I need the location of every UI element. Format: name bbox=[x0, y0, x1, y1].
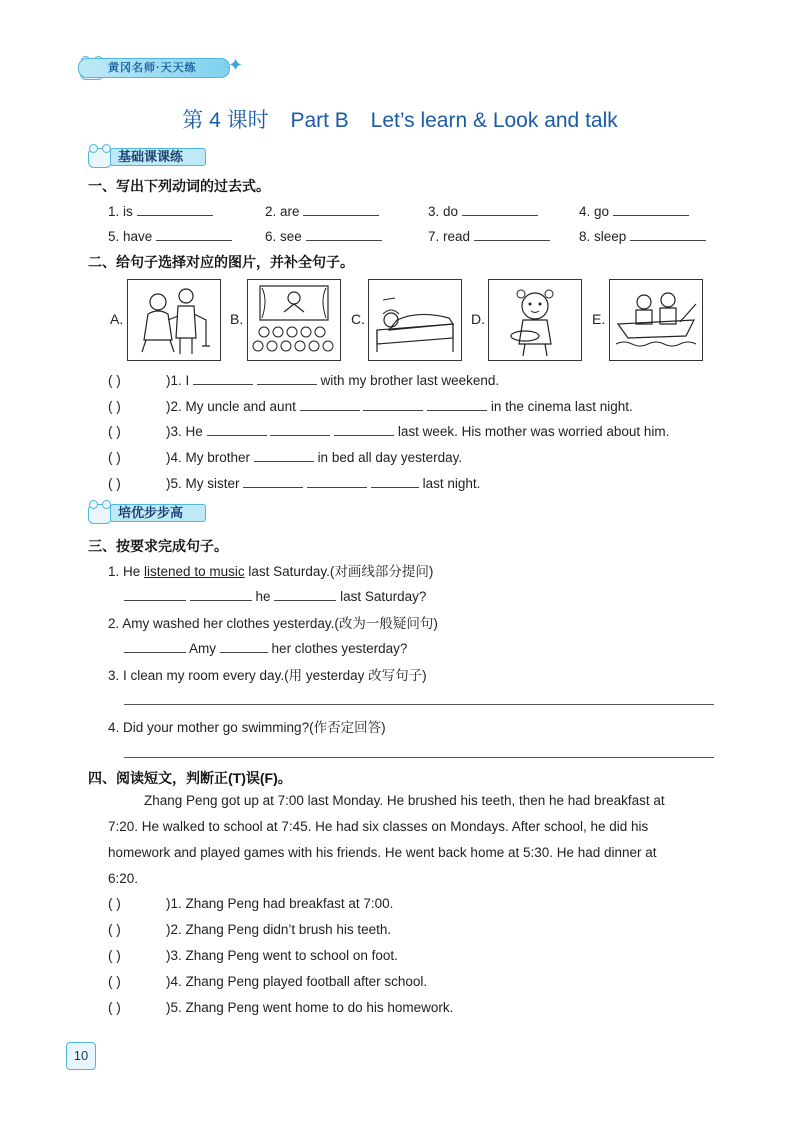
picture-label: A. bbox=[110, 311, 124, 327]
lesson-topic: Let’s learn & Look and talk bbox=[370, 109, 618, 132]
verb-item: 4. go bbox=[579, 201, 689, 219]
lesson-part: Part B bbox=[290, 109, 349, 132]
fill-sentence: ( ) )4. My brother in bed all day yesterday. bbox=[108, 447, 462, 465]
answer-blank[interactable] bbox=[274, 586, 336, 601]
doctor-visit-illustration bbox=[128, 280, 220, 360]
tf-statement: ( ) )3. Zhang Peng went to school on foot. bbox=[108, 948, 398, 963]
fill-sentence: ( ) )2. My uncle and aunt in the cinema last night. bbox=[108, 396, 633, 414]
rewrite-q1: 1. He listened to music last Saturday.(对画线部分提问) bbox=[108, 564, 434, 579]
badge-advanced-label: 培优步步高 bbox=[118, 505, 184, 520]
answer-paren[interactable]: ( ) bbox=[108, 922, 121, 937]
picture-label: D. bbox=[471, 311, 485, 327]
bear-mascot-icon bbox=[88, 504, 112, 524]
fill-sentence: ( ) )5. My sister last night. bbox=[108, 473, 480, 491]
answer-blank[interactable] bbox=[156, 226, 232, 241]
bear-mascot-icon bbox=[88, 148, 112, 168]
picture-label: E. bbox=[592, 311, 606, 327]
answer-blank[interactable] bbox=[124, 638, 186, 653]
answer-line[interactable] bbox=[124, 757, 714, 758]
picture-c-sick-in-bed bbox=[368, 279, 462, 361]
picture-label: B. bbox=[230, 311, 244, 327]
cinema-illustration bbox=[248, 280, 340, 360]
answer-blank[interactable] bbox=[306, 226, 382, 241]
answer-paren[interactable]: ( ) bbox=[108, 974, 121, 989]
section4-heading: 四、阅读短文，判断正(T)误(F)。 bbox=[88, 770, 292, 786]
answer-blank[interactable] bbox=[474, 226, 550, 241]
lesson-number: 第 4 课时 bbox=[182, 109, 269, 132]
verb-item: 1. is bbox=[108, 201, 213, 219]
verb-item: 8. sleep bbox=[579, 226, 706, 244]
passage-line: 6:20. bbox=[108, 871, 139, 886]
badge-basic bbox=[88, 144, 218, 166]
picture-e-boating bbox=[609, 279, 703, 361]
answer-blank[interactable] bbox=[303, 201, 379, 216]
answer-blank[interactable] bbox=[190, 586, 252, 601]
answer-blank[interactable] bbox=[613, 201, 689, 216]
underlined-phrase: listened to music bbox=[144, 564, 245, 579]
reading-passage bbox=[108, 788, 718, 892]
fill-sentence: ( ) )3. He last week. His mother was worried about him. bbox=[108, 421, 669, 439]
lesson-title bbox=[0, 104, 800, 134]
verb-item: 2. are bbox=[265, 201, 379, 219]
rewrite-q2: 2. Amy washed her clothes yesterday.(改为一般疑问句) bbox=[108, 616, 438, 631]
tf-statement: ( ) )5. Zhang Peng went home to do his homework. bbox=[108, 1000, 454, 1015]
verb-item: 3. do bbox=[428, 201, 538, 219]
answer-blank[interactable] bbox=[193, 370, 253, 385]
page-number: 10 bbox=[66, 1042, 96, 1070]
tf-statement: ( ) )4. Zhang Peng played football after school. bbox=[108, 974, 428, 989]
rewrite-q4: 4. Did your mother go swimming?(作否定回答) bbox=[108, 720, 386, 735]
brand-text: 黄冈名师·天天练 bbox=[108, 62, 197, 74]
answer-blank[interactable] bbox=[307, 473, 367, 488]
rewrite-q2-answer: Amy her clothes yesterday? bbox=[124, 638, 407, 656]
answer-blank[interactable] bbox=[137, 201, 213, 216]
answer-blank[interactable] bbox=[363, 396, 423, 411]
girl-eating-illustration bbox=[489, 280, 581, 360]
answer-blank[interactable] bbox=[207, 421, 267, 436]
passage-line: Zhang Peng got up at 7:00 last Monday. He brushed his teeth, then he had breakfast at bbox=[144, 793, 665, 808]
tf-statement: ( ) )1. Zhang Peng had breakfast at 7:00. bbox=[108, 896, 394, 911]
boating-illustration bbox=[610, 280, 702, 360]
picture-a-doctor bbox=[127, 279, 221, 361]
picture-label: C. bbox=[351, 311, 365, 327]
answer-blank[interactable] bbox=[462, 201, 538, 216]
section2-heading: 二、给句子选择对应的图片，并补全句子。 bbox=[88, 254, 354, 270]
badge-basic-label: 基础课课练 bbox=[118, 149, 184, 164]
answer-blank[interactable] bbox=[630, 226, 706, 241]
answer-line[interactable] bbox=[124, 704, 714, 705]
answer-blank[interactable] bbox=[300, 396, 360, 411]
section3-heading: 三、按要求完成句子。 bbox=[88, 538, 228, 554]
answer-blank[interactable] bbox=[270, 421, 330, 436]
answer-blank[interactable] bbox=[427, 396, 487, 411]
answer-blank[interactable] bbox=[257, 370, 317, 385]
sick-in-bed-illustration bbox=[369, 280, 461, 360]
answer-blank[interactable] bbox=[220, 638, 268, 653]
brand-banner bbox=[78, 52, 253, 86]
fill-sentence: ( ) )1. I with my brother last weekend. bbox=[108, 370, 499, 388]
answer-blank[interactable] bbox=[254, 447, 314, 462]
rewrite-q1-answer: he last Saturday? bbox=[124, 586, 426, 604]
answer-blank[interactable] bbox=[371, 473, 419, 488]
verb-item: 6. see bbox=[265, 226, 382, 244]
star-icon: ✦ bbox=[228, 55, 244, 75]
badge-advanced bbox=[88, 500, 218, 522]
passage-line: homework and played games with his friends. He went back home at 5:30. He had dinner at bbox=[108, 845, 657, 860]
section1-heading: 一、写出下列动词的过去式。 bbox=[88, 178, 270, 194]
answer-blank[interactable] bbox=[243, 473, 303, 488]
rewrite-q3: 3. I clean my room every day.(用 yesterday 改写句子) bbox=[108, 668, 427, 683]
answer-blank[interactable] bbox=[124, 586, 186, 601]
answer-paren[interactable]: ( ) bbox=[108, 1000, 121, 1015]
passage-line: 7:20. He walked to school at 7:45. He had six classes on Mondays. After school, he did his bbox=[108, 819, 649, 834]
answer-paren[interactable]: ( ) bbox=[108, 896, 121, 911]
answer-paren[interactable]: ( ) bbox=[108, 948, 121, 963]
picture-d-girl-eating bbox=[488, 279, 582, 361]
verb-item: 7. read bbox=[428, 226, 550, 244]
picture-b-cinema bbox=[247, 279, 341, 361]
tf-statement: ( ) )2. Zhang Peng didn’t brush his teeth. bbox=[108, 922, 392, 937]
verb-item: 5. have bbox=[108, 226, 232, 244]
answer-blank[interactable] bbox=[334, 421, 394, 436]
